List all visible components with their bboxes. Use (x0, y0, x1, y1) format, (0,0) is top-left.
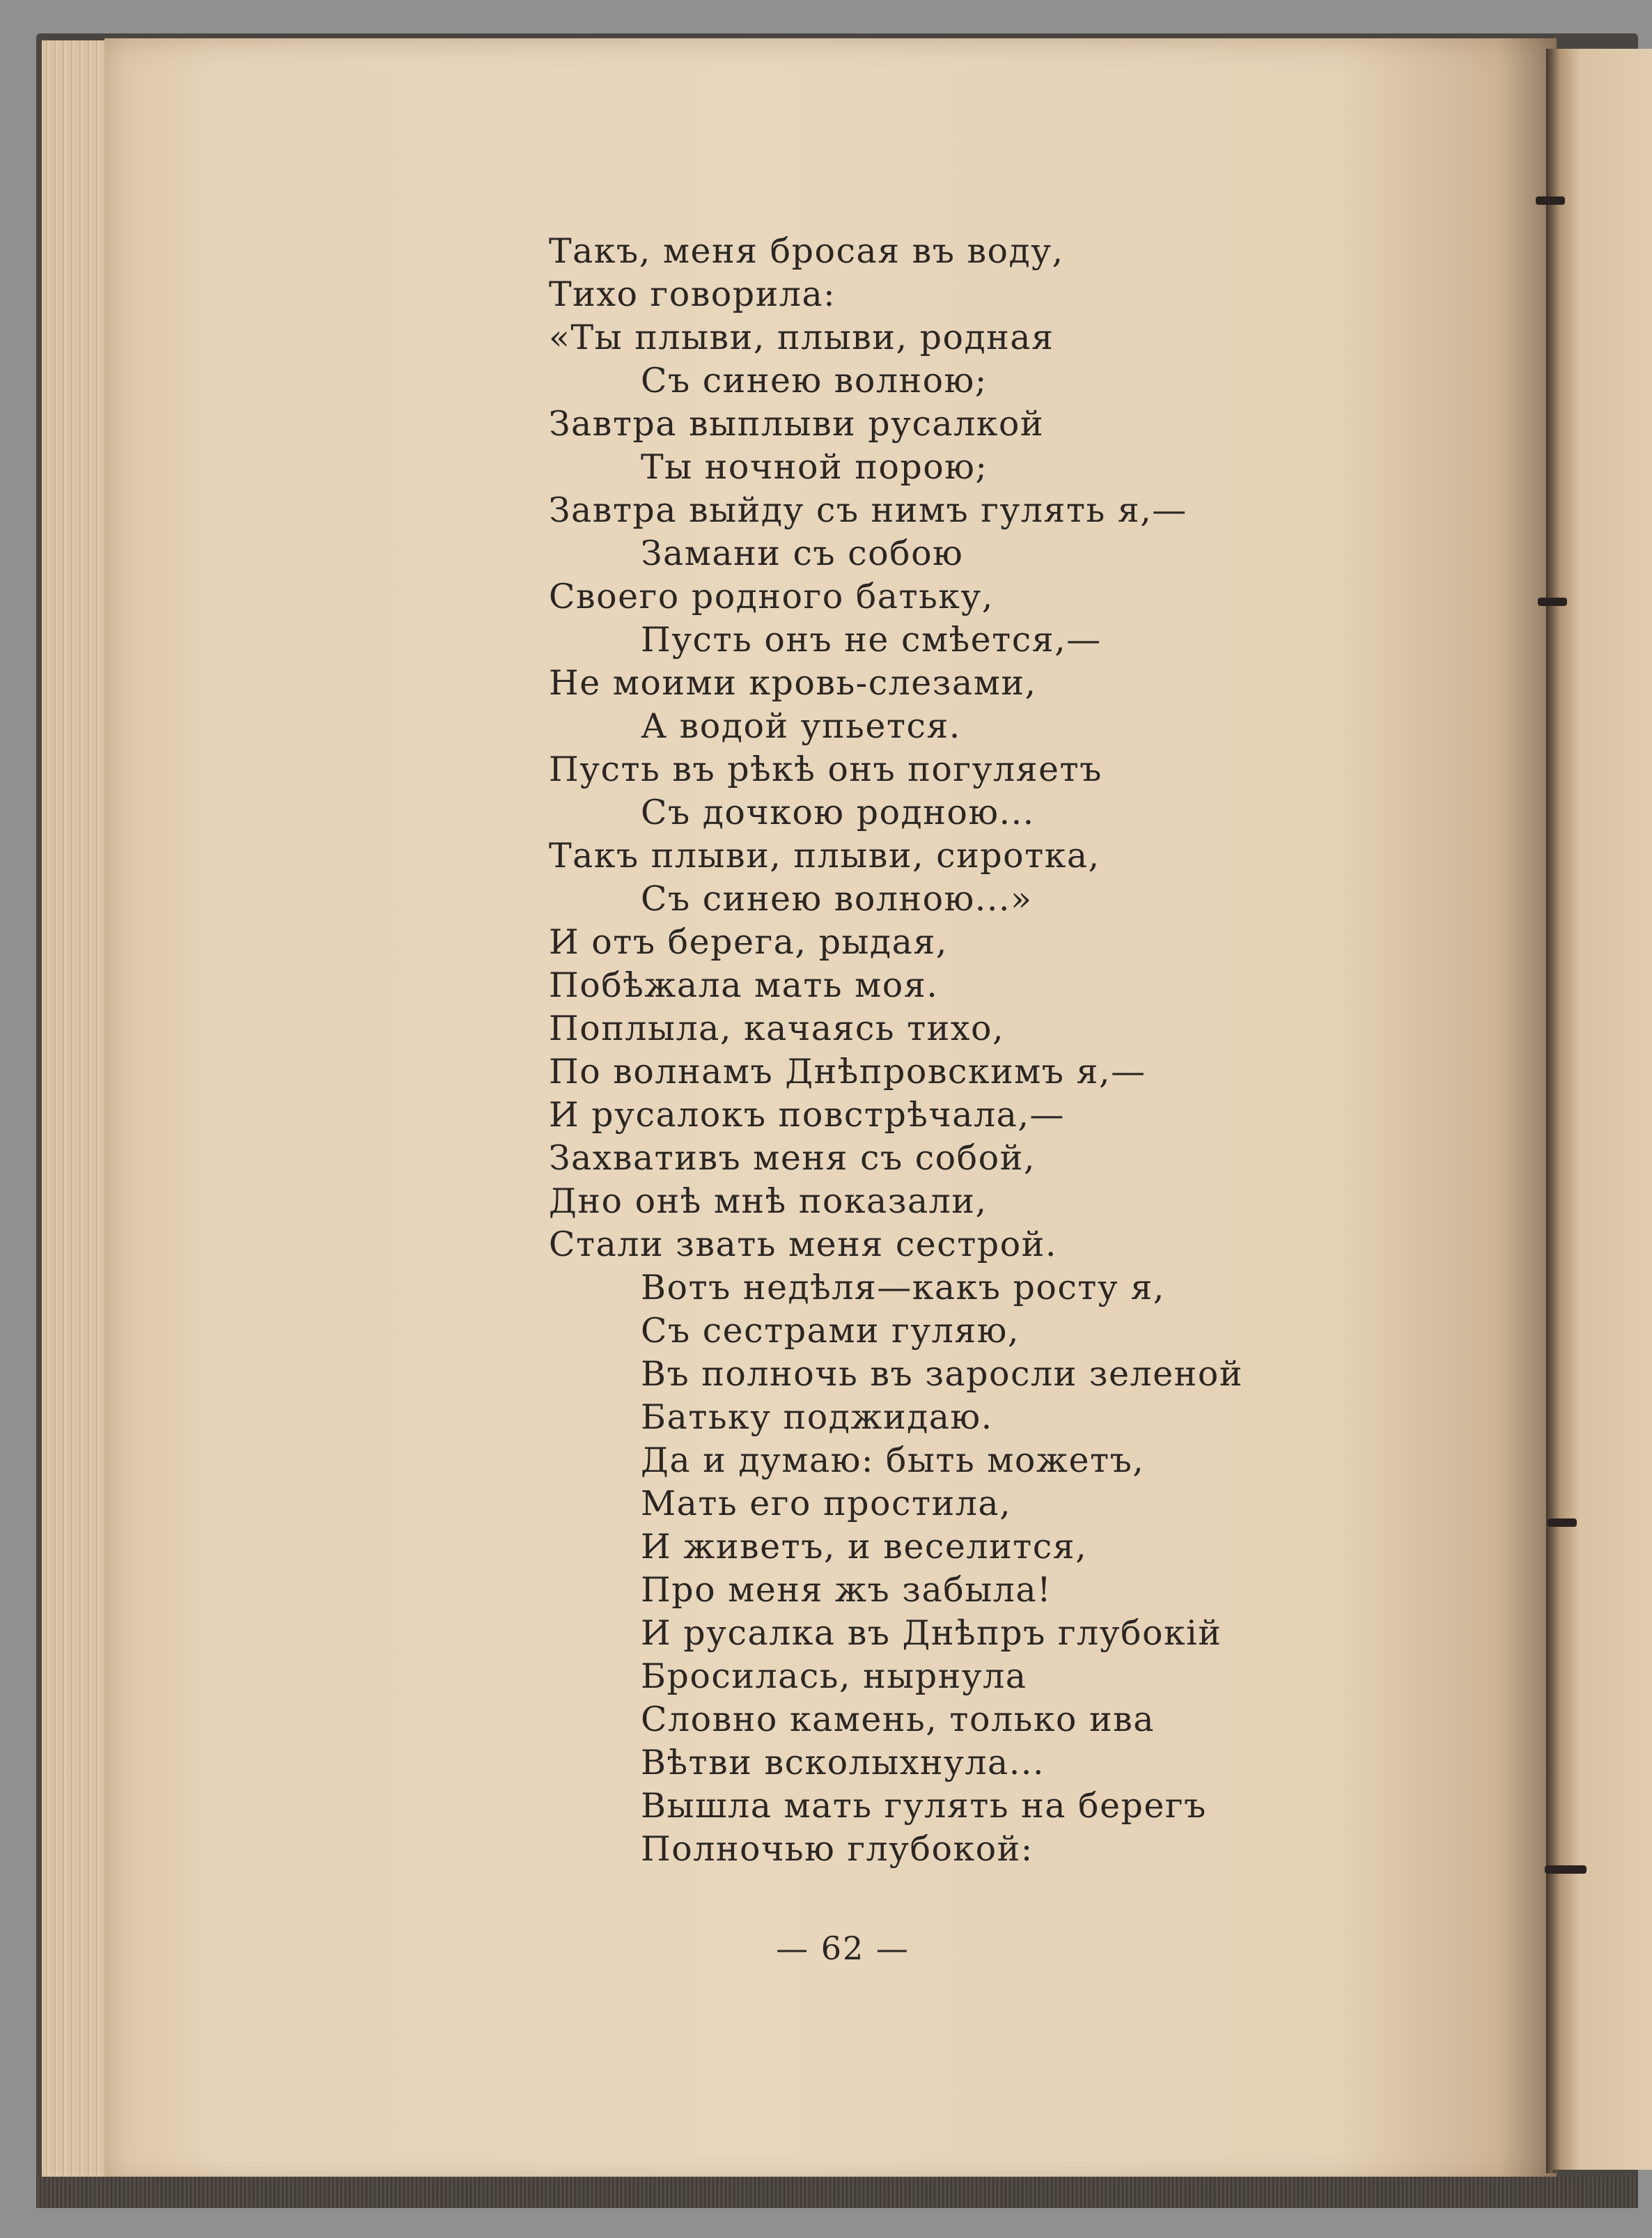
poem-line: Полночью глубокой: (641, 1829, 1034, 1869)
binding-stitch (1548, 1518, 1577, 1527)
poem-line: Ты ночной порою; (641, 447, 988, 487)
poem-line: Съ синею волною; (641, 361, 988, 401)
poem-line: Съ дочкою родною... (641, 793, 1035, 832)
poem-line: Побѣжала мать моя. (549, 965, 939, 1005)
poem-line: Съ сестрами гуляю, (641, 1311, 1020, 1351)
poem-line: По волнамъ Днѣпровскимъ я,— (549, 1052, 1146, 1091)
poem-line: Мать его простила, (641, 1484, 1012, 1523)
poem-line: Вышла мать гулять на берегъ (641, 1786, 1207, 1826)
binding-stitch (1545, 1865, 1587, 1874)
poem-line: Не моими кровь-слезами, (549, 663, 1037, 703)
poem-line: Замани съ собою (641, 534, 964, 573)
poem-line: И отъ берега, рыдая, (549, 922, 948, 962)
poem-line: Такъ, меня бросая въ воду, (549, 231, 1064, 271)
poem-line: Словно камень, только ива (641, 1700, 1155, 1739)
poem-line: Про меня жъ забыла! (641, 1570, 1052, 1610)
poem-line: Вѣтви всколыхнула... (641, 1743, 1045, 1782)
page-number: — 62 — (776, 1929, 910, 1967)
poem-line: Своего родного батьку, (549, 577, 994, 616)
poem-line: Пусть онъ не смѣется,— (641, 620, 1102, 660)
poem-line: «Ты плыви, плыви, родная (549, 318, 1054, 357)
poem-text (549, 230, 1315, 1871)
poem-line: Такъ плыви, плыви, сиротка, (549, 836, 1100, 876)
poem-line: Тихо говорила: (549, 274, 836, 314)
poem-line: И живетъ, и веселится, (641, 1527, 1088, 1567)
poem-line: Захвативъ меня съ собой, (549, 1138, 1036, 1178)
binding-stitch (1536, 196, 1565, 205)
poem-line: Бросилась, нырнула (641, 1656, 1027, 1696)
poem-line: И русалка въ Днѣпръ глубокій (641, 1613, 1222, 1653)
poem-line: Поплыла, качаясь тихо, (549, 1009, 1005, 1048)
poem-line: Пусть въ рѣкѣ онъ погуляетъ (549, 749, 1102, 789)
poem-line: Вотъ недѣля—какъ росту я, (641, 1268, 1165, 1307)
facing-page-edge (1550, 49, 1652, 2170)
poem-line: Съ синею волною...» (641, 879, 1033, 919)
poem-line: Дно онѣ мнѣ показали, (549, 1181, 988, 1221)
poem-line: И русалокъ повстрѣчала,— (549, 1095, 1065, 1135)
book-bottom-edge (36, 2177, 1638, 2208)
poem-line: Батьку поджидаю. (641, 1397, 993, 1437)
poem-line: Завтра выплыви русалкой (549, 404, 1045, 444)
poem-line: А водой упьется. (641, 706, 961, 746)
poem-line: Да и думаю: быть можетъ, (641, 1440, 1145, 1480)
binding-stitch (1538, 598, 1567, 606)
poem-line: Стали звать меня сестрой. (549, 1225, 1057, 1264)
poem-line: Въ полночь въ заросли зеленой (641, 1354, 1243, 1394)
poem-line: Завтра выйду съ нимъ гулять я,— (549, 490, 1187, 530)
